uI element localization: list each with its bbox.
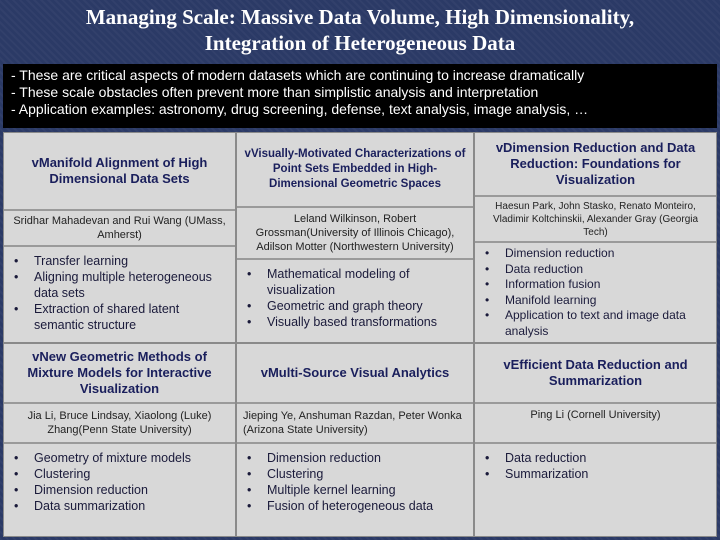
- list-item: • Clustering: [247, 466, 467, 482]
- diamond-bullet-icon: v: [31, 155, 39, 170]
- cell-heading-text: Visually-Motivated Characterizations of Point Sets Embedded in High-Dimensional Geometric Spaces: [250, 148, 466, 190]
- cell-heading-text: Dimension Reduction and Data Reduction: Foundations for Visualization: [503, 140, 696, 187]
- list-item: • Aligning multiple heterogeneous data sets: [14, 269, 229, 301]
- list-item: • Dimension reduction: [14, 482, 229, 498]
- list-item: • Dimension reduction: [247, 450, 467, 466]
- diamond-bullet-icon: v: [32, 349, 40, 364]
- intro-line: - These are critical aspects of modern datasets which are continuing to increase dramatically: [11, 67, 585, 83]
- diamond-bullet-icon: v: [244, 148, 251, 160]
- intro-line: - These scale obstacles often prevent more than simplistic analysis and interpretation: [11, 84, 539, 100]
- list-item: • Application to text and image data analysis: [485, 308, 710, 339]
- project-cell-efficient-reduction: [474, 343, 717, 537]
- cell-heading-text: Manifold Alignment of High Dimensional Data Sets: [38, 155, 208, 186]
- project-cell-geometric-mixture-models: [3, 343, 236, 537]
- cell-heading-text: New Geometric Methods of Mixture Models for Interactive Visualization: [27, 349, 212, 396]
- title-line-2: Integration of Heterogeneous Data: [204, 31, 516, 55]
- cell-heading: [237, 133, 473, 208]
- project-cell-visually-motivated: [236, 132, 474, 343]
- cell-authors: Jia Li, Bruce Lindsay, Xiaolong (Luke) Zhang(Penn State University): [4, 404, 235, 444]
- diamond-bullet-icon: v: [260, 365, 268, 380]
- cell-authors: Haesun Park, John Stasko, Renato Monteiro, Vladimir Koltchinskii, Alexander Gray (Georgia Tech): [475, 197, 716, 243]
- list-item: • Mathematical modeling of visualization: [247, 266, 467, 298]
- cell-heading: [4, 344, 235, 404]
- cell-heading: [237, 344, 473, 404]
- diamond-bullet-icon: v: [495, 140, 504, 155]
- cell-heading-text: Efficient Data Reduction and Summarization: [510, 357, 688, 388]
- cell-heading: [4, 133, 235, 211]
- list-item: • Clustering: [14, 466, 229, 482]
- intro-box: [3, 64, 717, 128]
- list-item: • Summarization: [485, 466, 710, 482]
- project-cell-manifold-alignment: [3, 132, 236, 343]
- list-item: • Data reduction: [485, 262, 710, 278]
- project-cell-dimension-reduction: [474, 132, 717, 343]
- list-item: • Multiple kernel learning: [247, 482, 467, 498]
- list-item: • Information fusion: [485, 277, 710, 293]
- cell-topic-list: [4, 444, 235, 514]
- cell-topic-list: [237, 260, 473, 330]
- list-item: • Visually based transformations: [247, 314, 467, 330]
- list-item: • Geometry of mixture models: [14, 450, 229, 466]
- intro-line: - Application examples: astronomy, drug screening, defense, text analysis, image analysis, …: [11, 101, 589, 117]
- cell-authors: Sridhar Mahadevan and Rui Wang (UMass, Amherst): [4, 211, 235, 247]
- diamond-bullet-icon: v: [503, 357, 511, 372]
- list-item: • Transfer learning: [14, 253, 229, 269]
- list-item: • Fusion of heterogeneous data: [247, 498, 467, 514]
- list-item: • Extraction of shared latent semantic structure: [14, 301, 229, 333]
- cell-topic-list: [475, 243, 716, 339]
- list-item: • Manifold learning: [485, 293, 710, 309]
- list-item: • Data reduction: [485, 450, 710, 466]
- cell-authors: Jieping Ye, Anshuman Razdan, Peter Wonka (Arizona State University): [237, 404, 473, 444]
- title-line-1: Managing Scale: Massive Data Volume, High Dimensionality,: [85, 5, 635, 29]
- cell-authors: Leland Wilkinson, Robert Grossman(University of Illinois Chicago), Adilson Motter (Northwestern University): [237, 208, 473, 260]
- cell-heading-text: Multi-Source Visual Analytics: [267, 365, 450, 380]
- cell-heading: [475, 344, 716, 404]
- list-item: • Data summarization: [14, 498, 229, 514]
- slide-title: [0, 0, 720, 58]
- cell-topic-list: [4, 247, 235, 333]
- cell-topic-list: [237, 444, 473, 514]
- cell-authors: Ping Li (Cornell University): [475, 404, 716, 444]
- list-item: • Geometric and graph theory: [247, 298, 467, 314]
- cell-heading: [475, 133, 716, 197]
- list-item: • Dimension reduction: [485, 246, 710, 262]
- cell-topic-list: [475, 444, 716, 482]
- project-cell-multi-source: [236, 343, 474, 537]
